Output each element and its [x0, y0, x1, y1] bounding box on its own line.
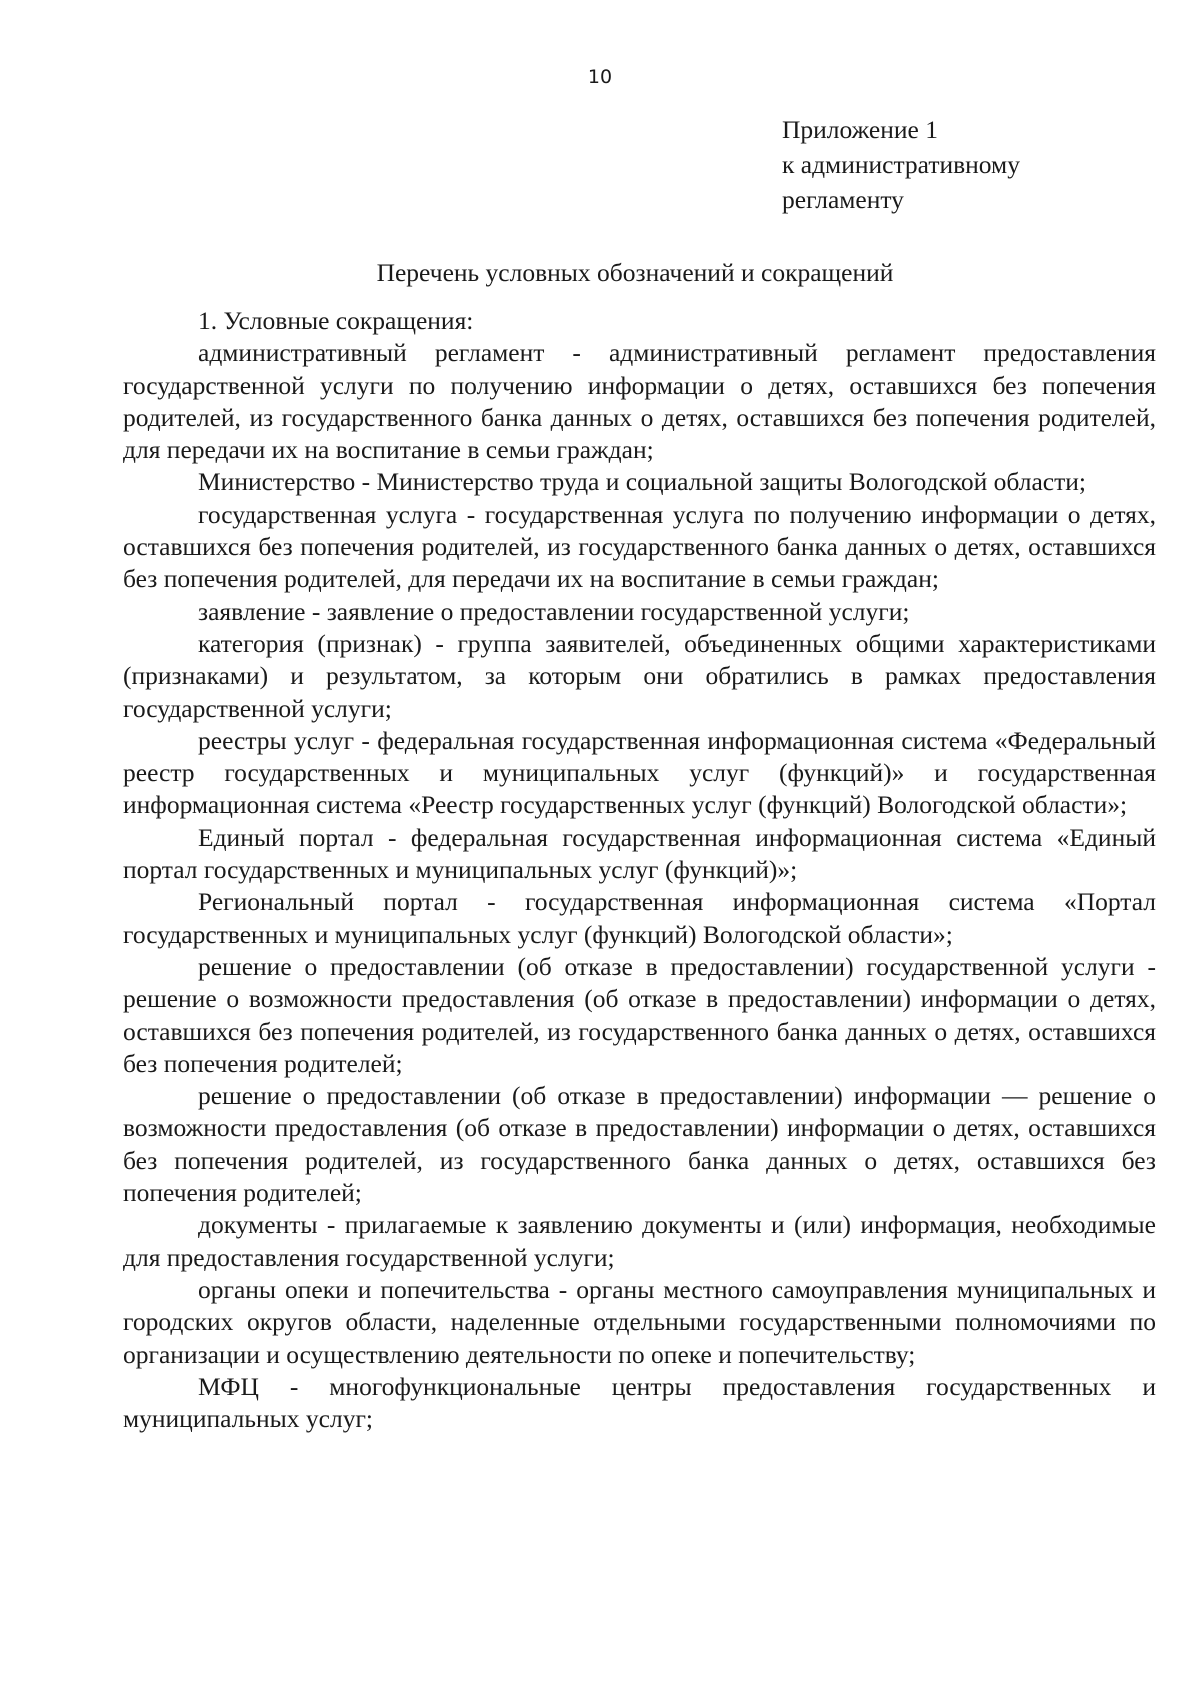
definition-paragraph: административный регламент - административный регламент предоставления государственной услуги по получению информации о детях, оставшихся без попечения родителей, из государственного банка данных о детях, оставшихся без попечения родителей, для передачи их на воспитание в семьи граждан;: [123, 338, 1156, 465]
appendix-line-3: регламенту: [782, 185, 904, 214]
definition-paragraph: реестры услуг - федеральная государственная информационная система «Федеральный реестр государственных и муниципальных услуг (функций)» и государственная информационная система «Реестр государственных услуг (функций) Вологодской области»;: [123, 725, 1156, 820]
definition-paragraph: решение о предоставлении (об отказе в предоставлении) государственной услуги - решение о возможности предоставления (об отказе в предоставлении) информации о детях, оставшихся без попечения родителей, из государственного банка данных о детях, оставшихся без попечения родителей;: [123, 951, 1156, 1078]
definition-paragraph: документы - прилагаемые к заявлению документы и (или) информация, необходимые для предоставления государственной услуги;: [123, 1210, 1156, 1272]
definition-paragraph: решение о предоставлении (об отказе в предоставлении) информации — решение о возможности предоставления (об отказе в предоставлении) информации о детях, оставшихся без попечения родителей, из государственного банка данных о детях, оставшихся без попечения родителей;: [123, 1081, 1156, 1208]
definition-paragraph: Единый портал - федеральная государственная информационная система «Единый портал государственных и муниципальных услуг (функций)»;: [123, 822, 1156, 885]
definition-paragraph: категория (признак) - группа заявителей, объединенных общими характеристиками (признаками) и результатом, за которым они обратились в рамках предоставления государственной услуги;: [123, 628, 1156, 723]
definition-paragraph: МФЦ - многофункциональные центры предоставления государственных и муниципальных услуг;: [123, 1371, 1156, 1434]
definition-paragraph: органы опеки и попечительства - органы местного самоуправления муниципальных и городских округов области, наделенные отдельными государственными полномочиями по организации и осуществлению деятельности по опеке и попечительству;: [123, 1274, 1156, 1369]
page-number: 10: [587, 66, 613, 88]
appendix-note: [782, 112, 1020, 217]
definition-paragraph: Региональный портал - государственная информационная система «Портал государственных и муниципальных услуг (функций) Вологодской области»;: [123, 887, 1156, 949]
document-title: Перечень условных обозначений и сокращений: [376, 258, 894, 287]
definition-paragraph: Министерство - Министерство труда и социальной защиты Вологодской области;: [198, 467, 1086, 497]
definition-paragraph: заявление - заявление о предоставлении государственной услуги;: [198, 596, 910, 626]
section-heading: 1. Условные сокращения:: [198, 306, 474, 335]
appendix-line-2: к административному: [782, 150, 1020, 179]
document-body: [123, 305, 1156, 1435]
appendix-line-1: Приложение 1: [782, 115, 938, 144]
definition-paragraph: государственная услуга - государственная услуга по получению информации о детях, оставшихся без попечения родителей, из государственного банка данных о детях, оставшихся без попечения родителей, для передачи их на воспитание в семьи граждан;: [123, 499, 1156, 594]
